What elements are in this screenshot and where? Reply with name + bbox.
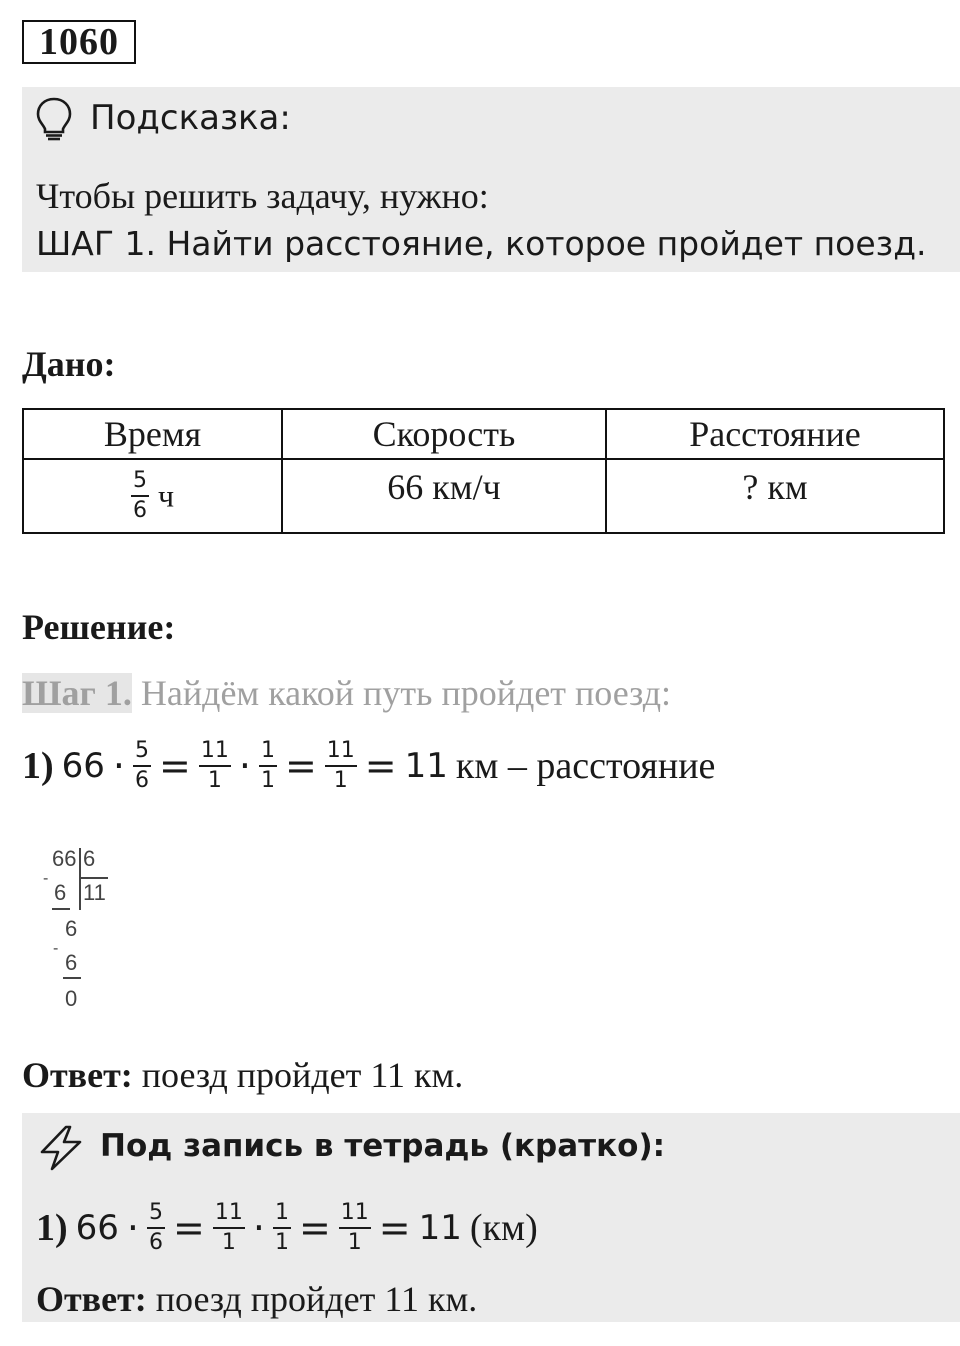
nb-equals-2: = — [298, 1206, 331, 1250]
hint-step-label: ШАГ 1. — [36, 224, 156, 263]
ld-dividend: 66 — [52, 846, 77, 871]
fraction-1 — [133, 740, 151, 792]
nb-fraction-3 — [273, 1202, 291, 1254]
long-division — [40, 846, 120, 1016]
nb-fraction-2 — [213, 1202, 245, 1254]
ld-quotient-line — [80, 877, 108, 879]
time-den: 6 — [132, 498, 147, 523]
ld-sub-1: 6 — [54, 880, 67, 905]
lightning-icon — [36, 1124, 86, 1172]
solution-equation — [22, 740, 715, 792]
time-fraction — [131, 470, 149, 522]
nb-equals-1: = — [173, 1206, 205, 1250]
equals-1: = — [159, 744, 191, 788]
ld-minus-1: - — [43, 870, 49, 887]
ld-rem-1: 6 — [65, 916, 78, 941]
nb-f2-den: 1 — [221, 1230, 236, 1255]
given-heading: Дано: — [22, 344, 116, 384]
header-distance: Расстояние — [606, 409, 944, 459]
notebook-answer — [36, 1278, 477, 1320]
nb-f1-num: 5 — [147, 1202, 165, 1229]
solution-answer-label: Ответ: — [22, 1055, 133, 1095]
nb-f4-den: 1 — [347, 1230, 362, 1255]
ld-quotient: 11 — [83, 880, 106, 905]
lightbulb-icon — [34, 96, 74, 142]
nb-f1-den: 6 — [149, 1230, 164, 1255]
f1-num: 5 — [133, 740, 151, 767]
header-time: Время — [23, 409, 282, 459]
nb-label: 1) — [36, 1207, 68, 1249]
nb-suffix: (км) — [469, 1207, 538, 1249]
equation-suffix: км – расстояние — [455, 745, 716, 787]
notebook-title: Под запись в тетрадь (кратко): — [100, 1128, 666, 1164]
hint-intro: Чтобы решить задачу, нужно: — [36, 176, 489, 216]
f2-den: 1 — [207, 768, 222, 793]
nb-f2-num: 11 — [213, 1202, 245, 1229]
ld-vertical-line — [79, 848, 81, 910]
ld-divisor: 6 — [83, 846, 96, 871]
ld-rem-2: 0 — [65, 986, 78, 1011]
f3-den: 1 — [260, 768, 275, 793]
solution-answer — [22, 1054, 463, 1096]
header-speed: Скорость — [282, 409, 606, 459]
f4-den: 1 — [333, 768, 348, 793]
f4-num: 11 — [325, 740, 357, 767]
f2-num: 11 — [199, 740, 231, 767]
hint-step-text: Найти расстояние, которое пройдет поезд. — [166, 224, 927, 263]
equation-result: 11 — [404, 746, 448, 786]
notebook-answer-text: поезд пройдет 11 км. — [155, 1279, 478, 1319]
fraction-2 — [199, 740, 231, 792]
notebook-equation — [36, 1202, 538, 1254]
nb-f4-num: 11 — [339, 1202, 371, 1229]
time-num: 5 — [131, 470, 149, 497]
f1-den: 6 — [135, 768, 150, 793]
nb-fraction-1 — [147, 1202, 165, 1254]
f3-num: 1 — [259, 740, 277, 767]
cell-time — [23, 459, 282, 533]
nb-result: 11 — [418, 1208, 462, 1248]
fraction-4 — [325, 740, 357, 792]
equals-3: = — [364, 744, 397, 788]
solution-step — [22, 672, 671, 714]
nb-f3-den: 1 — [274, 1230, 289, 1255]
nb-a: 66 — [75, 1208, 119, 1248]
ld-minus-2: - — [53, 940, 59, 957]
nb-equals-3: = — [378, 1206, 411, 1250]
nb-f3-num: 1 — [273, 1202, 291, 1229]
notebook-answer-label: Ответ: — [36, 1279, 147, 1319]
time-unit: ч — [157, 477, 175, 514]
nb-dot-2: · — [252, 1206, 265, 1250]
given-table — [22, 408, 945, 534]
solution-answer-text: поезд пройдет 11 км. — [141, 1055, 464, 1095]
solution-heading: Решение: — [22, 607, 176, 647]
solution-step-text: Найдём какой путь пройдет поезд: — [140, 673, 672, 713]
ld-sub-2: 6 — [65, 950, 78, 975]
cell-speed: 66 км/ч — [282, 459, 606, 533]
equals-2: = — [284, 744, 317, 788]
equation-dot: · — [112, 744, 126, 788]
nb-dot: · — [126, 1206, 140, 1250]
task-number: 1060 — [22, 20, 136, 64]
cell-distance: ? км — [606, 459, 944, 533]
equation-dot-2: · — [238, 744, 251, 788]
ld-line-2 — [63, 977, 81, 979]
nb-fraction-4 — [339, 1202, 371, 1254]
fraction-3 — [259, 740, 277, 792]
hint-step — [36, 224, 927, 263]
solution-step-label: Шаг 1. — [22, 673, 132, 713]
equation-label: 1) — [22, 745, 54, 787]
hint-title: Подсказка: — [90, 98, 291, 138]
ld-line-1 — [52, 908, 70, 910]
equation-a: 66 — [61, 746, 105, 786]
